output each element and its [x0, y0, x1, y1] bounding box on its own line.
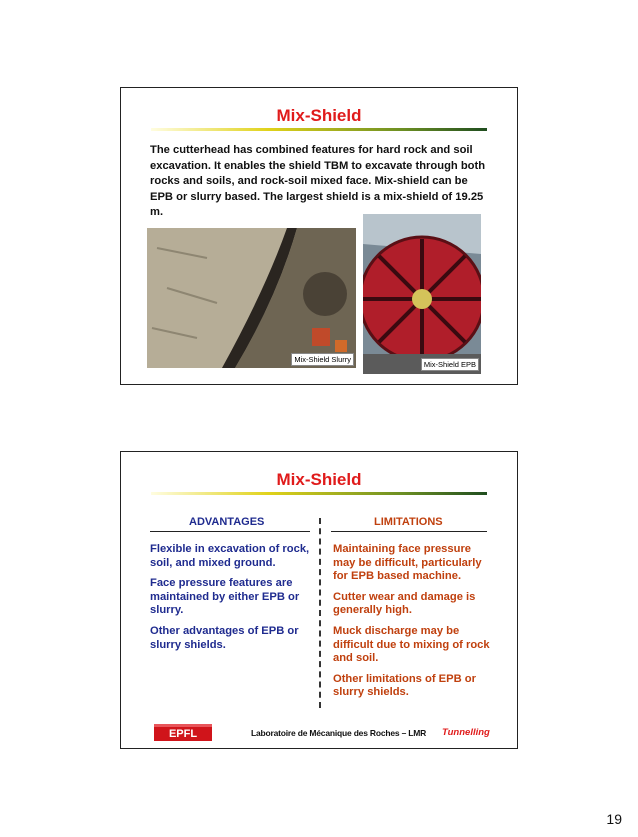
title-underline [151, 128, 487, 131]
limitation-item: Maintaining face pressure may be difficult, particularly for EPB based machine. [333, 543, 482, 583]
limitation-item: Muck discharge may be difficult due to mixing of rock and soil. [333, 624, 490, 665]
slide-title: Mix-Shield [276, 106, 362, 125]
footer-course-name: Tunnelling [442, 727, 490, 738]
slide-mix-shield-overview [120, 87, 518, 385]
limitations-heading: LIMITATIONS [374, 516, 443, 528]
epfl-logo-text: EPFL [168, 728, 198, 740]
limitation-item: Cutter wear and damage is generally high. [333, 590, 476, 617]
advantages-list [150, 543, 310, 659]
slide-mix-shield-pros-cons [120, 451, 518, 749]
mix-shield-slurry-photo [147, 228, 356, 368]
footer-lab-name: Laboratoire de Mécanique des Roches – LMR [251, 728, 427, 738]
column-divider [319, 518, 321, 708]
epfl-logo [154, 724, 212, 741]
limitations-heading-rule [331, 531, 487, 532]
advantage-item: Flexible in excavation of rock, soil, and mixed ground. [150, 543, 310, 569]
mix-shield-epb-photo [363, 214, 481, 374]
limitation-item: Other limitations of EPB or slurry shields. [333, 672, 476, 699]
slide-body-text: The cutterhead has combined features for hard rock and soil excavation. It enables the shield TBM to excavate through both rocks and soils, and rock-soil mixed face. Mix-shield can be EPB or slurry based. The largest shield is a mix-shield of 19.25 m. [150, 144, 486, 218]
page-number: 19 [606, 811, 622, 827]
advantages-heading-rule [150, 531, 310, 532]
slide-title: Mix-Shield [276, 470, 362, 489]
slurry-photo-caption: Mix-Shield Slurry [291, 353, 354, 366]
advantage-item: Face pressure features are maintained by either EPB or slurry. [150, 577, 300, 617]
advantage-item: Other advantages of EPB or slurry shields. [150, 624, 299, 651]
limitations-list [333, 543, 493, 707]
advantages-heading: ADVANTAGES [189, 516, 265, 528]
title-underline [151, 492, 487, 495]
epb-photo-caption: Mix-Shield EPB [421, 358, 479, 371]
